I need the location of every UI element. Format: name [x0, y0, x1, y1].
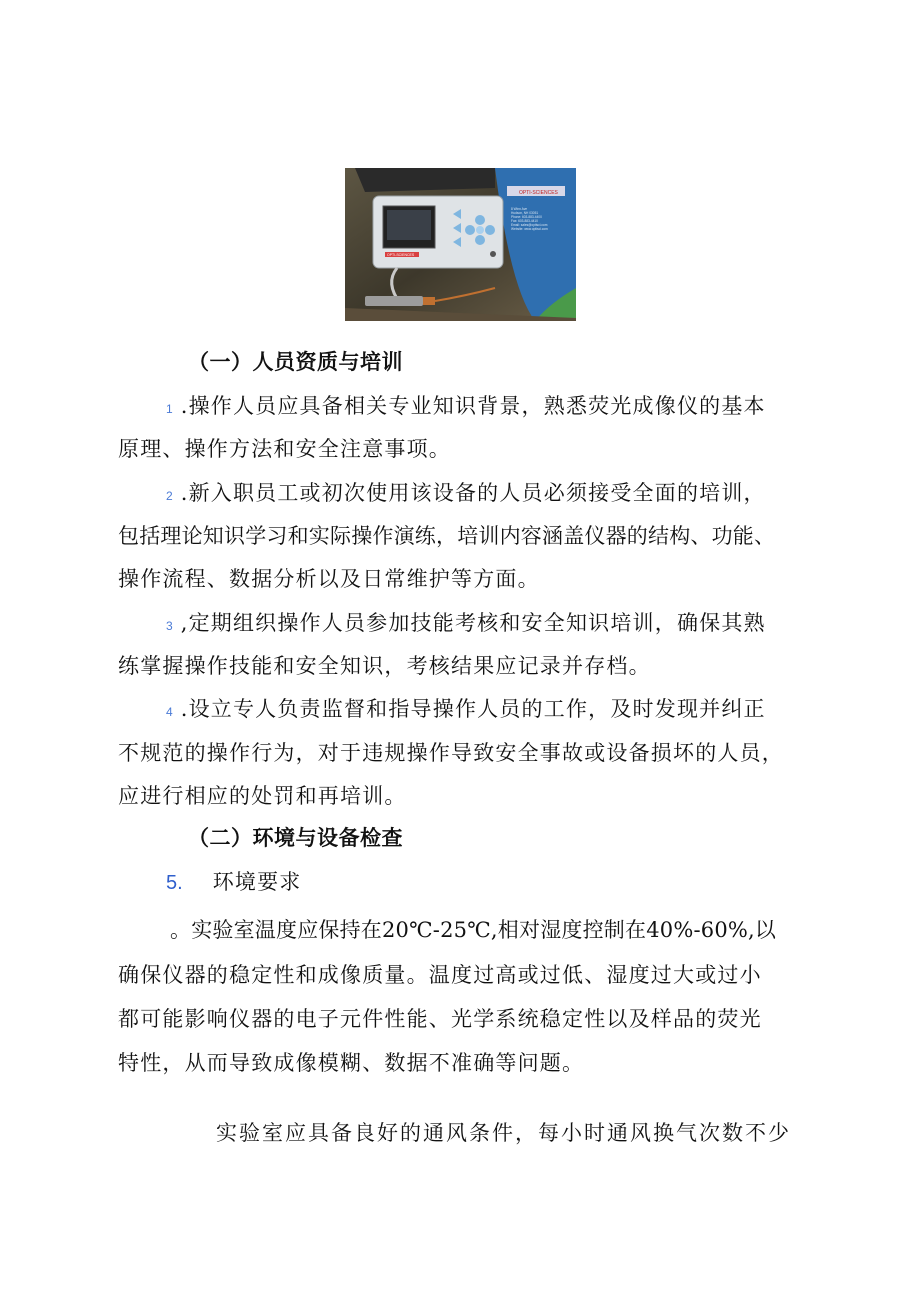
- device-illustration: [345, 168, 576, 321]
- paragraph-1-line-1: 。实验室温度应保持在20℃-25℃,相对湿度控制在40%-60%,以: [170, 918, 777, 942]
- list-item-text: .操作人员应具备相关专业知识背景，熟悉荧光成像仪的基本: [180, 394, 766, 418]
- list-item-2-line-3: 操作流程、数据分析以及日常维护等方面。: [118, 567, 540, 591]
- contact-line-4: Fax: 603-883-4410: [511, 219, 538, 223]
- list-number: 4: [166, 705, 173, 719]
- list-item-4-line-2: 不规范的操作行为，对于违规操作导致安全事故或设备损坏的人员，: [118, 741, 784, 765]
- brochure-brand: OPTI-SCIENCES: [519, 190, 558, 196]
- contact-line-2: Hudson, NH 03051: [511, 211, 539, 215]
- list-item-2-line-1: [118, 477, 766, 507]
- list-item-4-line-1: [118, 693, 766, 723]
- list-item-3-line-2: 练掌握操作技能和安全知识，考核结果应记录并存档。: [118, 654, 651, 678]
- list-item-text: .新入职员工或初次使用该设备的人员必须接受全面的培训，: [180, 481, 766, 505]
- paragraph-2-line-1: 实验室应具备良好的通风条件，每小时通风换气次数不少: [216, 1121, 791, 1145]
- list-item-text: .设立专人负责监督和指导操作人员的工作，及时发现并纠正: [180, 697, 766, 721]
- list-number: 5.: [166, 872, 183, 894]
- list-item-1-line-1: [118, 390, 766, 420]
- contact-line-3: Phone: 603-883-4400: [511, 215, 542, 219]
- list-item-4-line-3: 应进行相应的处罚和再培训。: [118, 784, 407, 808]
- paragraph-1-line-3: 都可能影响仪器的电子元件性能、光学系统稳定性以及样品的荧光: [118, 1007, 762, 1031]
- paragraph-1-line-4: 特性，从而导致成像模糊、数据不准确等问题。: [118, 1051, 585, 1075]
- contact-line-1: 8 Winn Ave: [511, 207, 528, 211]
- list-item-5: [118, 866, 302, 896]
- paragraph-1-line-2: 确保仪器的稳定性和成像质量。温度过高或过低、湿度过大或过小: [118, 963, 762, 987]
- list-number: 2: [166, 489, 173, 503]
- list-number: 3: [166, 619, 173, 633]
- list-item-text: ,定期组织操作人员参加技能考核和安全知识培训，确保其熟: [180, 611, 766, 635]
- contact-line-5: Email: sales@optisci.com: [511, 223, 548, 227]
- device-photo: [345, 168, 576, 321]
- contact-line-6: Website: www.optisci.com: [511, 227, 548, 231]
- list-item-1-line-2: 原理、操作方法和安全注意事项。: [118, 437, 451, 461]
- list-item-3-line-1: [118, 607, 766, 637]
- list-item-title: 环境要求: [212, 870, 302, 894]
- device-label: OPTI-SCIENCES: [387, 253, 415, 257]
- list-number: 1: [166, 402, 173, 416]
- section-heading-personnel: （一）人员资质与培训: [188, 350, 403, 374]
- section-heading-environment: （二）环境与设备检查: [188, 826, 403, 850]
- list-item-2-line-2: 包括理论知识学习和实际操作演练，培训内容涵盖仪器的结构、功能、: [118, 524, 776, 548]
